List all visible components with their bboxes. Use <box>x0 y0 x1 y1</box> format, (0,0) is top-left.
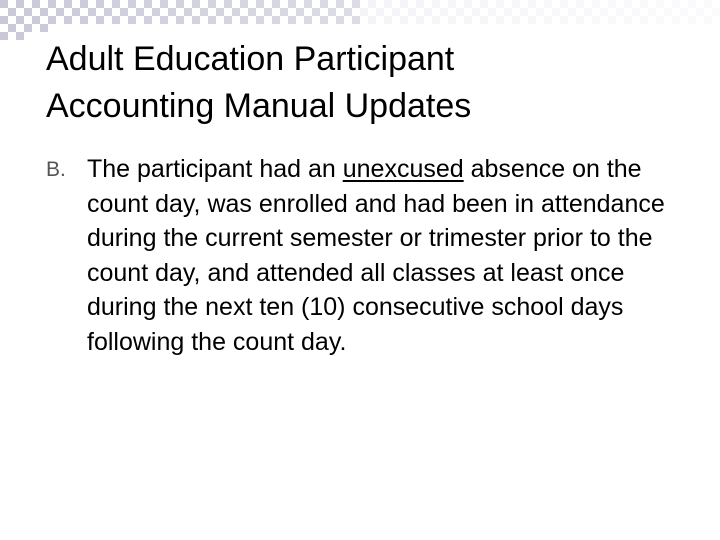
checker-cell <box>400 16 408 24</box>
checker-cell <box>592 16 600 24</box>
checker-cell <box>352 16 360 24</box>
checker-cell <box>232 8 240 16</box>
checker-cell <box>176 16 184 24</box>
underlined-word: unexcused <box>342 155 464 183</box>
checker-cell <box>528 16 536 24</box>
checker-cell <box>32 16 40 24</box>
checker-cell <box>672 0 680 8</box>
checker-cell <box>208 16 216 24</box>
checker-cell <box>8 8 16 16</box>
checker-cell <box>560 16 568 24</box>
checker-cell <box>704 16 712 24</box>
bullet-item-b <box>46 152 676 359</box>
checker-cell <box>528 0 536 8</box>
bullet-marker: B. <box>46 158 66 181</box>
checker-cell <box>176 0 184 8</box>
checker-cell <box>552 8 560 16</box>
checker-cell <box>448 0 456 8</box>
checker-cell <box>512 0 520 8</box>
checker-cell <box>320 16 328 24</box>
checker-cell <box>464 16 472 24</box>
checker-cell <box>8 24 16 32</box>
checker-cell <box>224 0 232 8</box>
checker-cell <box>80 16 88 24</box>
checker-cell <box>312 8 320 16</box>
checker-cell <box>328 8 336 16</box>
checker-cell <box>336 16 344 24</box>
checker-cell <box>608 16 616 24</box>
checker-cell <box>0 16 8 24</box>
checker-cell <box>472 8 480 16</box>
checker-cell <box>656 16 664 24</box>
checker-cell <box>416 16 424 24</box>
checker-cell <box>144 16 152 24</box>
checker-cell <box>456 8 464 16</box>
checker-cell <box>96 16 104 24</box>
checker-cell <box>656 0 664 8</box>
checker-cell <box>440 8 448 16</box>
checker-cell <box>272 0 280 8</box>
bullet-text-start: The participant had an <box>87 155 343 183</box>
checker-cell <box>272 16 280 24</box>
checker-cell <box>424 8 432 16</box>
title-line-2: Accounting Manual Updates <box>46 87 472 125</box>
checker-cell <box>392 8 400 16</box>
checker-cell <box>152 8 160 16</box>
checker-cell <box>384 16 392 24</box>
checker-cell <box>384 0 392 8</box>
checker-cell <box>200 8 208 16</box>
checker-cell <box>432 0 440 8</box>
checker-cell <box>48 16 56 24</box>
checker-cell <box>584 8 592 16</box>
checker-cell <box>96 0 104 8</box>
checker-cell <box>464 0 472 8</box>
checker-cell <box>88 8 96 16</box>
checker-cell <box>568 8 576 16</box>
checker-cell <box>304 0 312 8</box>
checker-cell <box>544 0 552 8</box>
checker-cell <box>160 16 168 24</box>
header-checker-pattern <box>0 0 720 40</box>
checker-cell <box>640 16 648 24</box>
checker-cell <box>672 16 680 24</box>
checker-graphic <box>0 0 720 40</box>
checker-cell <box>480 16 488 24</box>
checker-cell <box>680 8 688 16</box>
checker-cell <box>496 0 504 8</box>
checker-cell <box>432 16 440 24</box>
checker-cell <box>336 0 344 8</box>
checker-cell <box>240 0 248 8</box>
checker-cell <box>544 16 552 24</box>
checker-cell <box>488 8 496 16</box>
checker-cell <box>712 8 720 16</box>
title-line-1: Adult Education Participant <box>46 40 455 78</box>
checker-cell <box>448 16 456 24</box>
checker-cell <box>240 16 248 24</box>
checker-cell <box>512 16 520 24</box>
checker-cell <box>648 8 656 16</box>
checker-cell <box>664 8 672 16</box>
checker-cell <box>208 0 216 8</box>
checker-cell <box>368 16 376 24</box>
checker-cell <box>304 16 312 24</box>
checker-cell <box>112 0 120 8</box>
checker-cell <box>256 0 264 8</box>
checker-cell <box>16 32 24 40</box>
checker-cell <box>40 24 48 32</box>
checker-cell <box>216 8 224 16</box>
checker-cell <box>144 0 152 8</box>
checker-cell <box>224 16 232 24</box>
checker-cell <box>624 0 632 8</box>
checker-cell <box>688 16 696 24</box>
checker-cell <box>352 0 360 8</box>
checker-cell <box>704 0 712 8</box>
checker-cell <box>136 8 144 16</box>
checker-cell <box>496 16 504 24</box>
checker-cell <box>128 16 136 24</box>
checker-cell <box>400 0 408 8</box>
checker-cell <box>16 0 24 8</box>
checker-cell <box>288 0 296 8</box>
checker-cell <box>480 0 488 8</box>
checker-cell <box>24 8 32 16</box>
checker-cell <box>40 8 48 16</box>
checker-cell <box>576 16 584 24</box>
checker-cell <box>640 0 648 8</box>
checker-cell <box>192 0 200 8</box>
checker-cell <box>344 8 352 16</box>
checker-cell <box>376 8 384 16</box>
checker-cell <box>504 8 512 16</box>
checker-cell <box>368 0 376 8</box>
checker-cell <box>168 8 176 16</box>
checker-cell <box>576 0 584 8</box>
checker-cell <box>592 0 600 8</box>
checker-cell <box>624 16 632 24</box>
checker-cell <box>104 8 112 16</box>
checker-cell <box>72 8 80 16</box>
checker-cell <box>32 0 40 8</box>
checker-cell <box>608 0 616 8</box>
checker-cell <box>24 24 32 32</box>
checker-cell <box>288 16 296 24</box>
checker-cell <box>184 8 192 16</box>
checker-cell <box>688 0 696 8</box>
checker-cell <box>0 0 8 8</box>
checker-cell <box>600 8 608 16</box>
slide-body <box>46 152 676 359</box>
checker-cell <box>360 8 368 16</box>
checker-cell <box>56 8 64 16</box>
checker-cell <box>408 8 416 16</box>
checker-cell <box>16 16 24 24</box>
checker-cell <box>120 8 128 16</box>
checker-cell <box>128 0 136 8</box>
checker-cell <box>280 8 288 16</box>
checker-cell <box>256 16 264 24</box>
checker-cell <box>248 8 256 16</box>
checker-cell <box>64 16 72 24</box>
checker-cell <box>416 0 424 8</box>
checker-cell <box>264 8 272 16</box>
slide-title <box>46 36 686 130</box>
checker-cell <box>0 32 8 40</box>
checker-cell <box>520 8 528 16</box>
checker-cell <box>696 8 704 16</box>
checker-cell <box>48 0 56 8</box>
checker-cell <box>296 8 304 16</box>
checker-cell <box>192 16 200 24</box>
bullet-text-rest: absence on the count day, was enrolled and had been in attendance during the current semester or trimester prior to the count day, and attended all classes at least once during the next ten (10) consecutive school days following the count day. <box>87 155 665 356</box>
checker-cell <box>64 0 72 8</box>
checker-cell <box>112 16 120 24</box>
checker-cell <box>536 8 544 16</box>
checker-cell <box>616 8 624 16</box>
checker-cell <box>80 0 88 8</box>
checker-cell <box>320 0 328 8</box>
checker-cell <box>560 0 568 8</box>
checker-cell <box>160 0 168 8</box>
checker-cell <box>632 8 640 16</box>
